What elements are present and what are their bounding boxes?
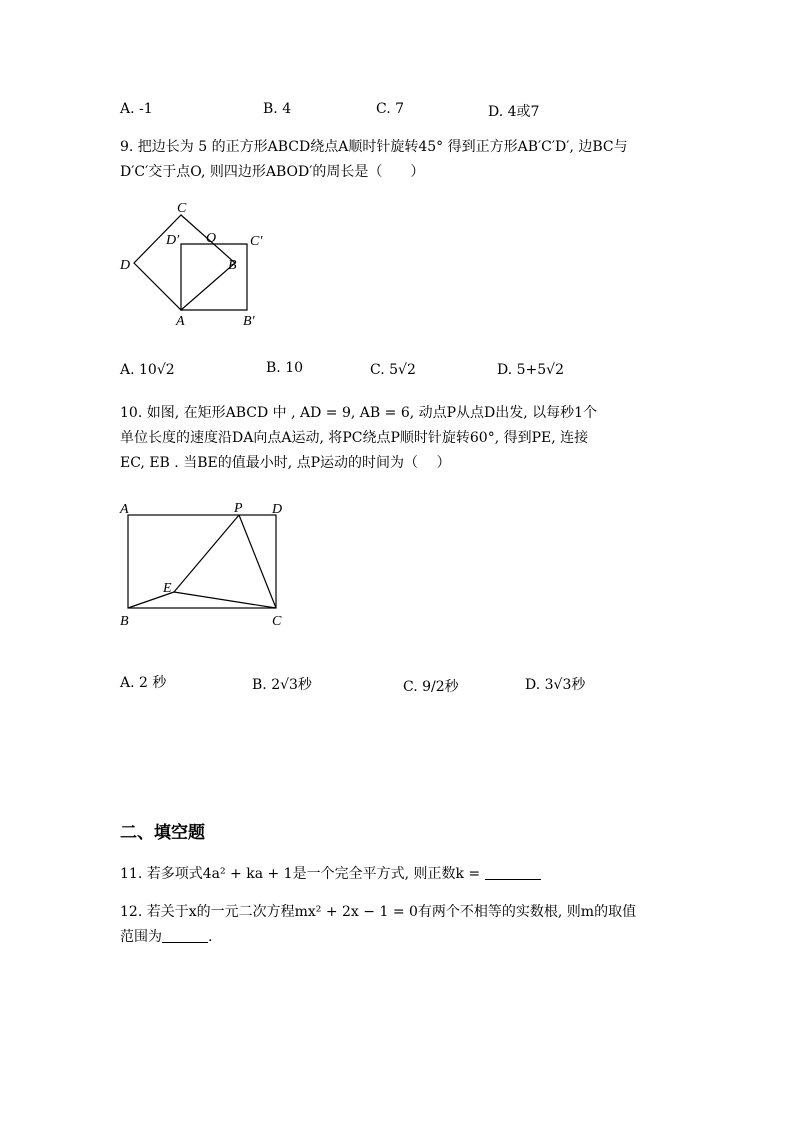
q11-text: 11. 若多项式4a² + ka + 1是一个完全平方式, 则正数k = xyxy=(120,866,485,882)
q9-label-a: A xyxy=(176,314,185,329)
q9-label-b-prime: B′ xyxy=(243,314,255,329)
q9-label-d-prime: D′ xyxy=(166,233,180,248)
q12-stem-line2 xyxy=(120,925,680,950)
q8-option-a: A. -1 xyxy=(120,101,153,117)
q10-label-e: E xyxy=(163,581,172,596)
q9-stem-line1: 9. 把边长为 5 的正方形ABCD绕点A顺时针旋转45° 得到正方形AB′C′D′, 边BC与 xyxy=(120,139,628,155)
q10-label-a: A xyxy=(120,502,129,517)
q9-label-b: B xyxy=(228,258,237,273)
q9-figure xyxy=(110,195,280,335)
q10-option-a: A. 2 秒 xyxy=(120,675,167,691)
q10-option-b: B. 2√3秒 xyxy=(252,677,312,693)
q8-option-d: D. 4或7 xyxy=(488,104,540,120)
q9-label-c-prime: C′ xyxy=(250,234,263,249)
q12-line2-end: . xyxy=(208,929,213,945)
q9-stem xyxy=(120,135,680,185)
q10-stem-line3: EC, EB . 当BE的值最小时, 点P运动的时间为（ ） xyxy=(120,455,451,471)
q12-stem-line1: 12. 若关于x的一元二次方程mx² + 2x − 1 = 0有两个不相等的实数根, 则m的取值 xyxy=(120,904,637,920)
q9-option-d: D. 5+5√2 xyxy=(497,362,564,378)
q9-label-c: C xyxy=(177,201,187,216)
q10-label-p: P xyxy=(234,501,243,516)
q12-stem xyxy=(120,900,680,950)
q9-option-c: C. 5√2 xyxy=(370,362,416,378)
q10-label-c: C xyxy=(272,614,282,629)
q8-option-b: B. 4 xyxy=(263,101,292,117)
q10-option-c: C. 9/2秒 xyxy=(403,679,459,695)
q8-option-c: C. 7 xyxy=(376,101,405,117)
q9-label-o: O xyxy=(206,231,217,246)
q11-answer-blank[interactable] xyxy=(485,865,541,880)
q10-stem-line1: 10. 如图, 在矩形ABCD 中 , AD = 9, AB = 6, 动点P从点D出发, 以每秒1个 xyxy=(120,405,598,421)
q10-option-d: D. 3√3秒 xyxy=(525,677,586,693)
q12-line2-text: 范围为 xyxy=(120,929,162,945)
q9-option-a: A. 10√2 xyxy=(120,362,175,378)
q11-stem xyxy=(120,863,541,883)
q9-stem-line2: D′C′交于点O, 则四边形ABOD′的周长是（ ） xyxy=(120,164,425,180)
q10-label-b: B xyxy=(120,614,129,629)
section-title-fill-in: 二、填空题 xyxy=(120,823,205,843)
q9-label-d: D xyxy=(120,258,131,273)
q10-stem xyxy=(120,401,680,476)
q12-answer-blank[interactable] xyxy=(162,928,208,943)
q10-label-d: D xyxy=(272,502,283,517)
q10-stem-line2: 单位长度的速度沿DA向点A运动, 将PC绕点P顺时针旋转60°, 得到PE, 连接 xyxy=(120,430,589,446)
q10-figure xyxy=(110,495,300,635)
q9-option-b: B. 10 xyxy=(266,360,304,376)
